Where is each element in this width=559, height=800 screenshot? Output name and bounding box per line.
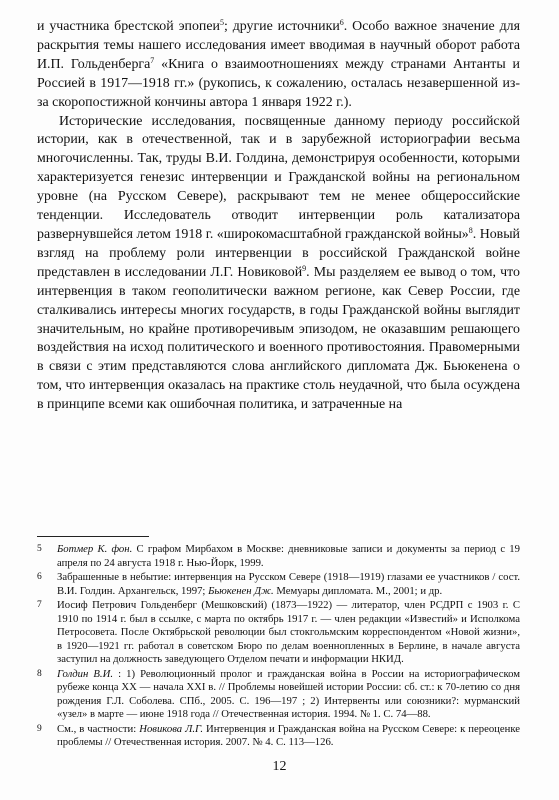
paragraph-2-part-b: . Новый взгляд на проблему роли интервенции в российской Гражданской войне представлен в исследовании Л.Г. Новиковой: [37, 226, 520, 280]
footnote-text: : 1) Революционный пролог и гражданская война в России на историографическом рубеже конца XX — начала XXI в. // Проблемы новейшей истории России: сб. ст.: к 70-летию со дня рождения Г.Л. Соболева. СПб., 2005. С. 196—197 ; 2) Интервенты или союзники?: мурманский «узел» в марте — июне 1918 года // Отечественная история. 1994. № 1. С. 74—88.: [57, 667, 520, 720]
footnote-text: С графом Мирбахом в Москве: дневниковые записи и документы за период с 19 апреля по 24 августа 1918 г. Нью-Йорк, 1999.: [57, 543, 520, 569]
footnote-author: Ботмер К. фон.: [57, 543, 133, 555]
footnote-ref-9: 9: [302, 263, 307, 273]
paragraph-1-part-d: «Книга о взаимоотношениях между странами Антанты и Россией в 1917—1918 гг.» (рукопись, к сожалению, осталась незавершенной из-за скоропостижной кончины автора 1 января 1922 г.).: [37, 56, 520, 110]
paragraph-2: [37, 113, 520, 416]
paragraph-1-part-b: ; другие источники: [223, 19, 340, 34]
footnote-number: 9: [37, 723, 42, 734]
footnote-author: Новикова Л.Г.: [139, 722, 203, 735]
footnote-text-tail: Мемуары дипломата. М., 2001; и др.: [273, 584, 443, 597]
footnote-6: [37, 571, 520, 598]
footnote-ref-8: 8: [468, 225, 473, 235]
footnote-number: 8: [37, 668, 42, 679]
footnote-author: Бьюкенен Дж.: [208, 584, 274, 597]
footnote-text: Иосиф Петрович Гольденберг (Мешковский) (1873—1922) — литератор, член РСДРП с 1903 г. С 1910 по 1914 г. был в ссылке, с марта по октябрь 1917 г. — член редакции «Известий» и Исполкома Петросовета. После Октябрьской революции был стокгольмским корреспондентом «Новой жизни», в 1920—1921 гг. работал в советском Бюро по делам военнопленных в Берлине, в начале августа заступил на должность заведующего Отделом печати и информации НКИД.: [57, 599, 520, 665]
footnotes: [37, 543, 520, 751]
paragraph-1-part-c: . Особо важное значение для раскрытия темы нашего исследования имеет вводимая в научный оборот работа И.П. Гольденберга: [37, 19, 520, 72]
footnote-ref-6: 6: [339, 18, 344, 27]
page-number: 12: [272, 759, 287, 774]
paragraph-1-part-a: и участника брестской эпопеи: [37, 19, 220, 34]
footnote-8: [37, 668, 520, 722]
footnote-text: См., в частности:: [57, 722, 140, 735]
paragraph-1: [37, 18, 520, 113]
footnote-9: [37, 723, 520, 750]
paragraph-2-part-c: . Мы разделяем ее вывод о том, что интервенция в таком геополитически важном регионе, как Север России, где сталкивались интересы многих государств, в годы Гражданской войны выглядит значительным, но крайне противоречивым эпизодом, не оказавшим решающего воздействия на исход политического и военного противостояния. Правомерными в связи с этим представляются слова английского дипломата Дж. Бьюкенена о том, что интервенция оказалась на практике столь неудачной, что была осуждена в принципе всеми как ошибочная политика, и затраченные на: [37, 264, 520, 413]
footnote-author: Голдин В.И.: [57, 667, 113, 680]
footnote-ref-5: 5: [219, 18, 224, 27]
footnote-number: 7: [37, 600, 42, 610]
footnote-7: [37, 599, 520, 667]
footnote-text-tail: Интервенция и Гражданская война на Русском Севере: к переоценке проблемы // Отечественная история. 2007. № 4. С. 113—126.: [57, 722, 521, 748]
footnote-divider: [37, 536, 149, 537]
footnote-5: [37, 543, 520, 570]
paragraph-2-part-a: Исторические исследования, посвященные данному периоду российской истории, как в отечественной, так и в зарубежной историографии весьма многочисленны. Так, труды В.И. Голдина, демонстрируя особенности, которыми характеризуется генезис интервенции и Гражданской войны на региональном уровне (на Русском Севере), раскрывают тем не менее общероссийские тенденции. Исследователь отводит интервенции роль катализатора развернувшейся летом 1918 г. «широкомасштабной гражданской войны»: [37, 113, 520, 242]
footnote-text: Забрашенные в небытие: интервенция на Русском Севере (1918—1919) глазами ее участников / сост. В.И. Голдин. Архангельск, 1997;: [57, 571, 520, 597]
footnote-ref-7: 7: [150, 55, 155, 65]
footnote-number: 6: [37, 572, 42, 582]
main-text: [37, 18, 520, 415]
footnote-number: 5: [37, 544, 42, 554]
